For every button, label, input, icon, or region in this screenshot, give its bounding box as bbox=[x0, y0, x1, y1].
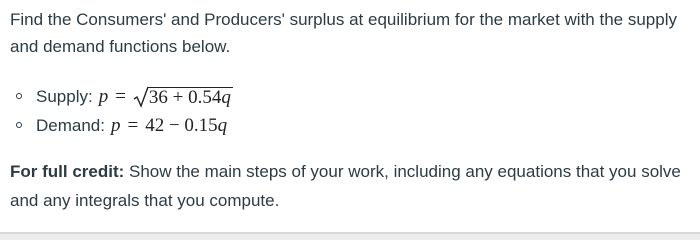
demand-function-item bbox=[14, 111, 233, 140]
demand-price-var: p bbox=[110, 114, 121, 136]
bullet-circle-icon bbox=[16, 122, 22, 128]
instructions bbox=[10, 157, 700, 215]
supply-function-item bbox=[14, 82, 233, 111]
supply-equation bbox=[99, 86, 233, 108]
function-list bbox=[14, 82, 233, 140]
demand-quantity-var: q bbox=[217, 114, 228, 136]
square-root-icon bbox=[133, 86, 149, 108]
square-root bbox=[133, 86, 233, 108]
instructions-text: Show the main steps of your work, including any equations that you solve and any integrals that you compute. bbox=[10, 162, 681, 210]
question-intro: Find the Consumers' and Producers' surplus at equilibrium for the market with the supply and demand functions below. bbox=[10, 10, 677, 56]
bullet-circle-icon bbox=[16, 93, 22, 99]
demand-expression: 42 − 0.15 bbox=[145, 114, 218, 136]
credit-label: For full credit: bbox=[10, 162, 125, 181]
supply-equals: = bbox=[115, 85, 126, 107]
supply-price-var: p bbox=[98, 85, 109, 107]
supply-radicand-terms: 36 + 0.54 bbox=[148, 86, 222, 108]
demand-equals: = bbox=[127, 114, 139, 136]
supply-label: Supply: bbox=[36, 86, 93, 106]
demand-equation bbox=[111, 115, 227, 137]
supply-quantity-var: q bbox=[221, 86, 231, 108]
demand-label: Demand: bbox=[36, 115, 105, 135]
supply-radicand bbox=[148, 87, 233, 108]
